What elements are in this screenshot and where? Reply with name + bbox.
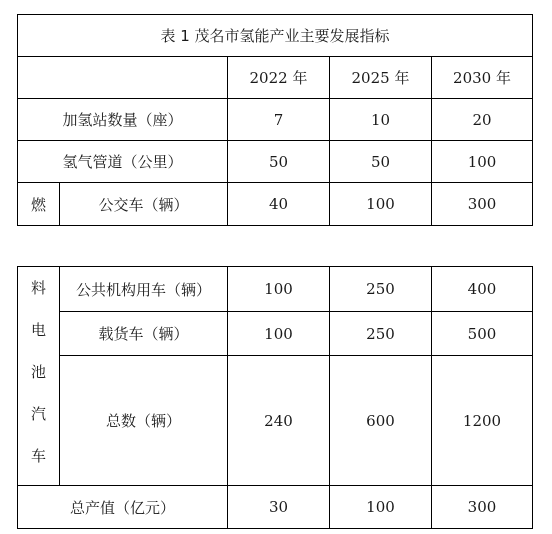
group-char: 池 (30, 363, 46, 381)
header-2025: 2025 年 (330, 57, 432, 99)
row-label: 载货车（辆） (60, 312, 228, 356)
table-row (18, 312, 533, 356)
header-blank (18, 57, 228, 99)
cell-value: 300 (432, 183, 533, 226)
cell-value: 50 (330, 141, 432, 183)
group-char: 汽 (30, 405, 46, 423)
row-label: 氢气管道（公里） (18, 141, 228, 183)
cell-value: 250 (330, 267, 432, 312)
table-row (18, 141, 533, 183)
cell-value: 100 (228, 312, 330, 356)
table-row (18, 99, 533, 141)
row-label: 总产值（亿元） (18, 486, 228, 529)
cell-value: 100 (432, 141, 533, 183)
cell-value: 100 (330, 183, 432, 226)
indicator-table-part2 (17, 266, 533, 529)
group-label: 燃 (18, 183, 60, 226)
cell-value: 50 (228, 141, 330, 183)
row-label: 公交车（辆） (60, 183, 228, 226)
cell-value: 100 (330, 486, 432, 529)
cell-value: 250 (330, 312, 432, 356)
group-label-vertical (18, 267, 60, 486)
group-char: 车 (30, 447, 46, 465)
table-row (18, 356, 533, 486)
table-row (18, 183, 533, 226)
table-row (18, 486, 533, 529)
cell-value: 240 (228, 356, 330, 486)
header-2022: 2022 年 (228, 57, 330, 99)
cell-value: 1200 (432, 356, 533, 486)
row-label: 公共机构用车（辆） (60, 267, 228, 312)
cell-value: 40 (228, 183, 330, 226)
cell-value: 400 (432, 267, 533, 312)
cell-value: 20 (432, 99, 533, 141)
header-row (18, 57, 533, 99)
table-row (18, 267, 533, 312)
header-2030: 2030 年 (432, 57, 533, 99)
cell-value: 300 (432, 486, 533, 529)
row-label: 总数（辆） (60, 356, 228, 486)
cell-value: 100 (228, 267, 330, 312)
cell-value: 30 (228, 486, 330, 529)
row-label: 加氢站数量（座） (18, 99, 228, 141)
group-char: 料 (30, 279, 46, 297)
cell-value: 10 (330, 99, 432, 141)
indicator-table-part1 (17, 14, 533, 226)
group-char: 电 (30, 321, 46, 339)
cell-value: 7 (228, 99, 330, 141)
cell-value: 500 (432, 312, 533, 356)
cell-value: 600 (330, 356, 432, 486)
table-title: 表 1 茂名市氢能产业主要发展指标 (18, 15, 533, 57)
